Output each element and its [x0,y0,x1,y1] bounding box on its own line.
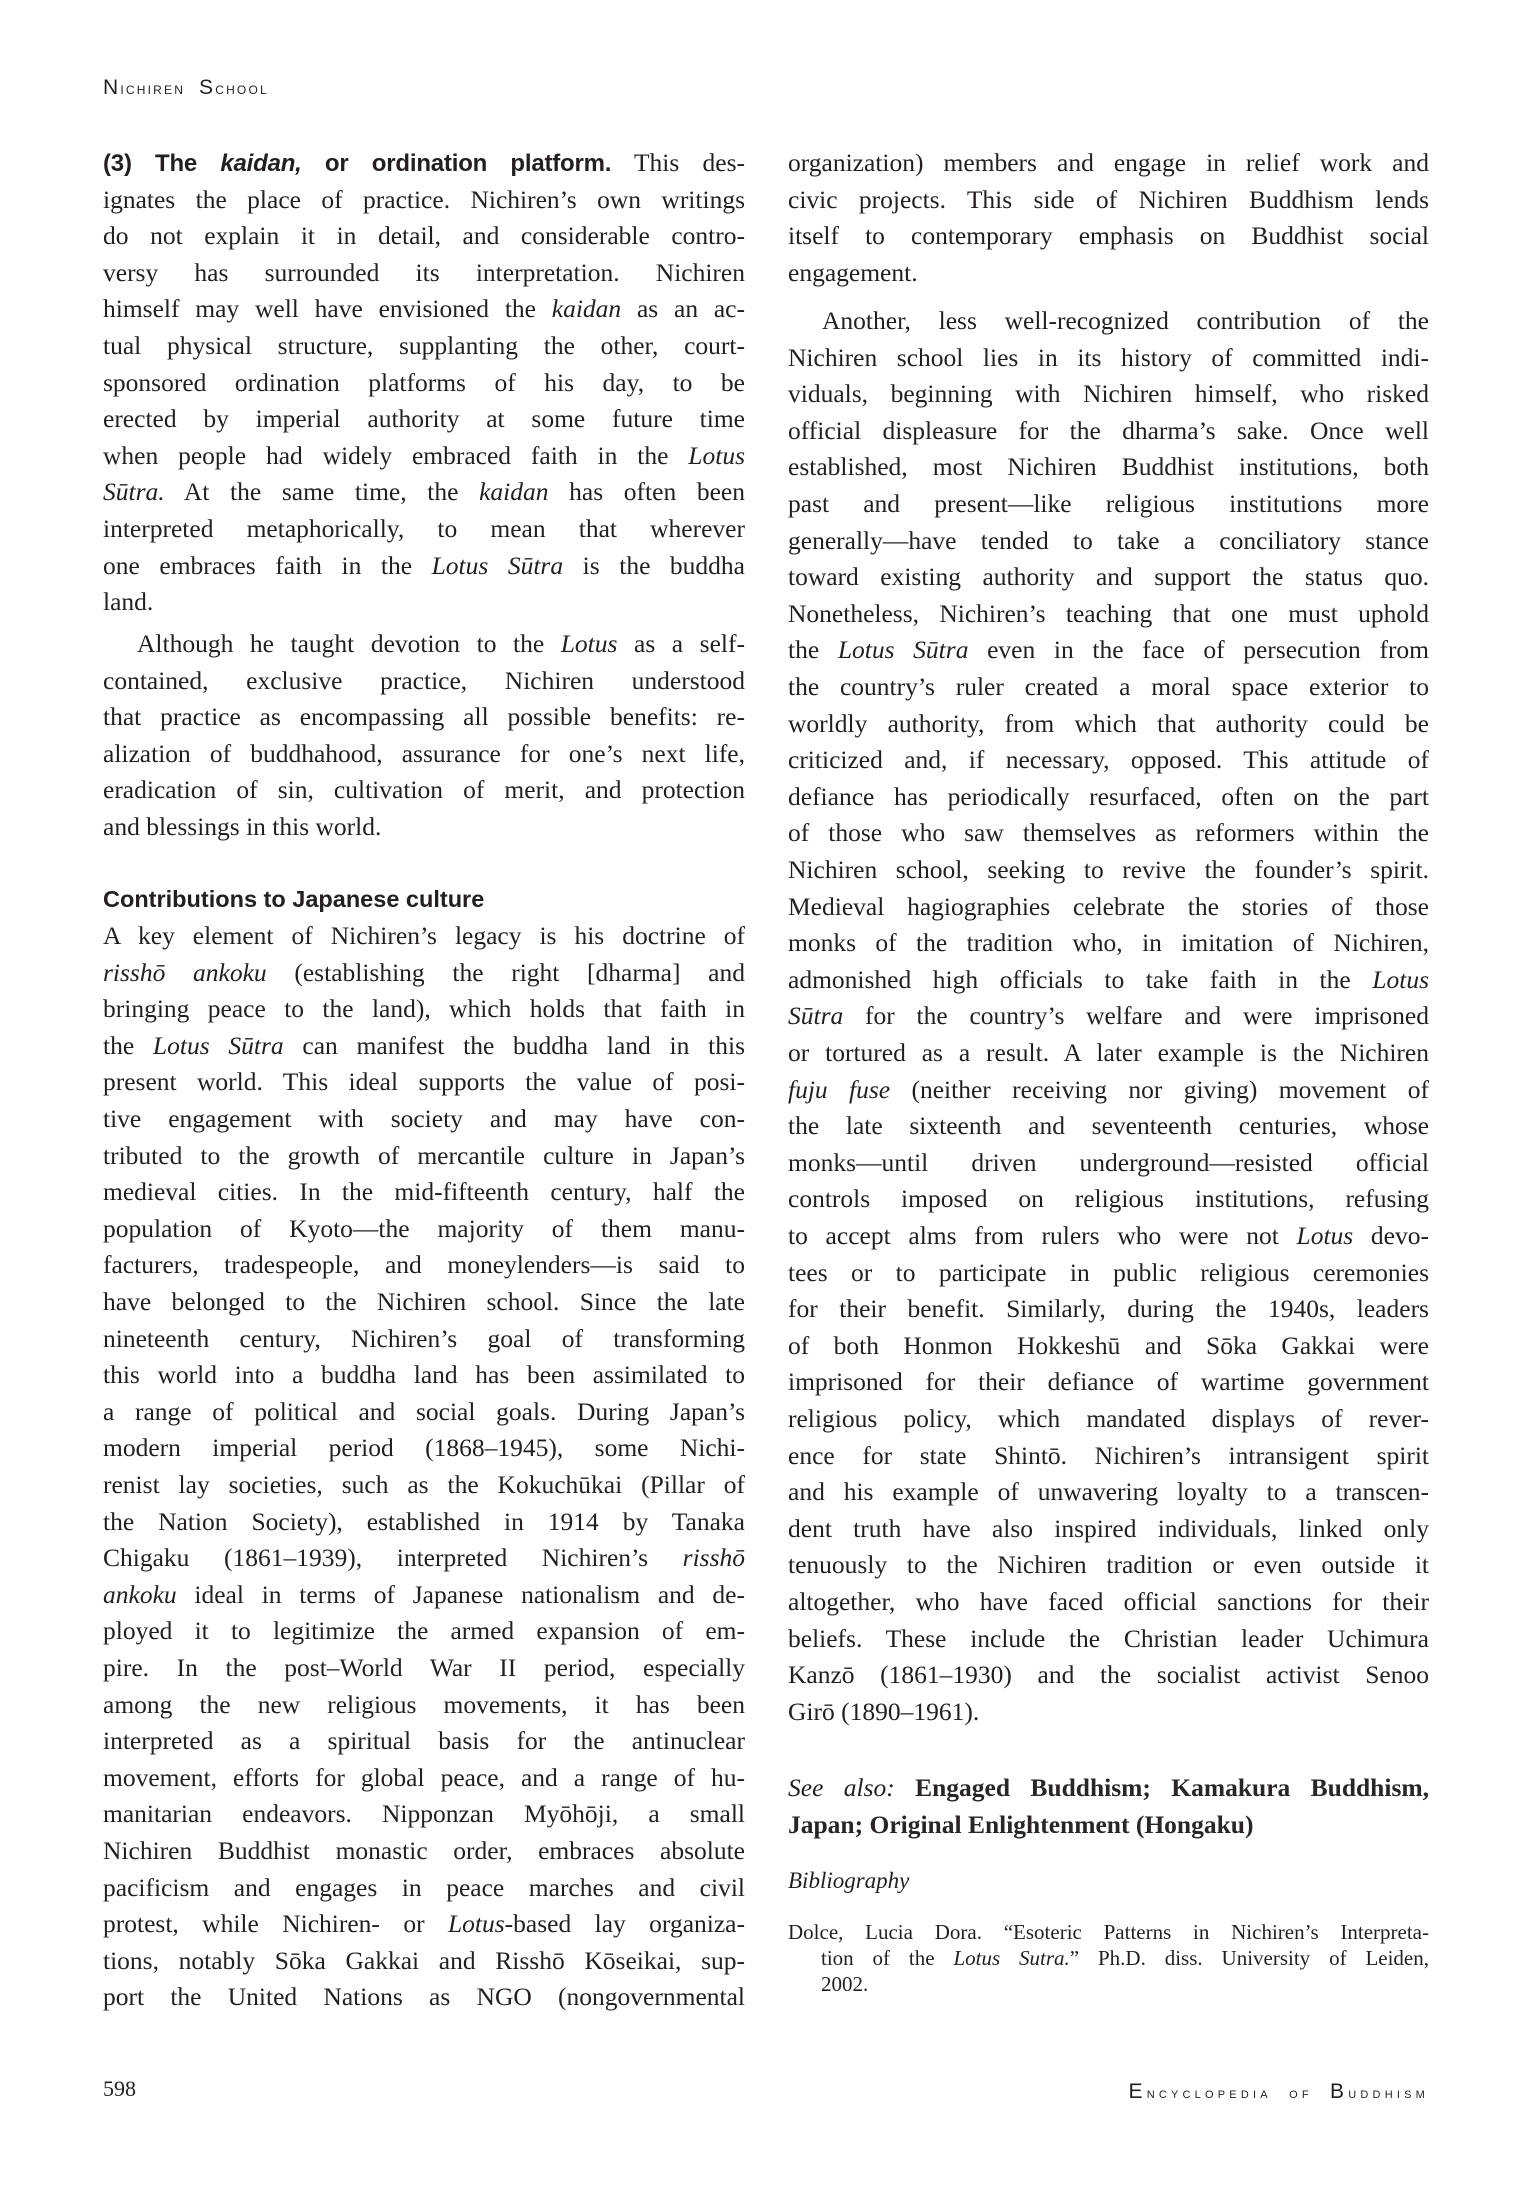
text-line [788,1221,1429,1251]
text-line [103,739,745,769]
text-run: Dolce, Lucia Dora. “Esoteric Patterns in Nichiren’s Interpreta- [788,1920,1429,1944]
text-line [788,1477,1429,1507]
text-line [788,599,1429,629]
text-run: official displeasure for the dharma’s sake. Once well [788,415,1429,445]
text-run: Nichiren school lies in its history of committed indi- [788,342,1429,372]
text-line [103,441,745,471]
text-line [788,1587,1429,1617]
text-run: interpreted as a spiritual basis for the antinuclear [103,1726,745,1756]
text-run: tenuously to the Nichiren tradition or even outside it [788,1550,1429,1580]
running-head-cap: S [198,76,216,99]
text-run: beliefs. These include the Christian leader Uchimura [788,1623,1429,1653]
text-run: port the United Nations as NGO (nongovernmental [103,1982,745,2012]
text-line [788,562,1429,592]
text-run: tees or to participate in public religious ceremonies [788,1257,1429,1287]
text-run: this world into a buddha land has been assimilated to [103,1360,745,1390]
text-line [788,258,1429,288]
italic-text: Lotus [1296,1221,1354,1250]
text-line [103,514,745,544]
text-line [788,1697,1429,1727]
text-run: This des- [611,148,745,177]
text-line [103,1836,745,1866]
text-run: among the new religious movements, it has been [103,1689,745,1719]
running-head-rest: ichiren [120,79,186,98]
text-line [788,1404,1429,1434]
text-run: to accept alms from rulers who were not [788,1221,1297,1250]
text-run: pacificism and engages in peace marches and civil [103,1872,745,1902]
text-run: (establishing the right [dharma] and [266,957,745,987]
text-line [103,1763,745,1793]
text-line [103,404,745,434]
italic-text: Lotus Sūtra [431,550,564,580]
text-line [788,1294,1429,1324]
text-line [103,1690,745,1720]
text-line [103,1616,745,1646]
text-line [103,368,745,398]
text-run: established, most Nichiren Buddhist institutions, both [788,452,1429,482]
text-run: that practice as encompassing all possible benefits: re- [103,702,745,732]
text-line [103,1287,745,1317]
text-line [788,1038,1429,1068]
text-line [103,666,745,696]
italic-text: kaidan [479,477,549,507]
italic-text: risshō ankoku [103,957,267,987]
text-run: generally—have tended to take a conciliatory stance [788,525,1429,555]
text-run: monks of the tradition who, in imitation of Nichiren, [788,928,1429,958]
text-line [103,1909,745,1939]
text-run: civic projects. This side of Nichiren Buddhism lends [788,184,1429,214]
text-line [788,1660,1429,1690]
cross-reference-link[interactable]: Japan; Original Enlightenment (Hongaku) [788,1809,1254,1839]
book-title-word: of [1289,2085,1313,2102]
text-run: imprisoned for their defiance of wartime government [788,1367,1429,1397]
text-run: tive engagement with society and may have con- [103,1104,745,1133]
italic-text: Lotus Sūtra [152,1030,284,1060]
text-run: sponsored ordination platforms of his day, to be [103,367,745,397]
text-run: as an ac- [621,294,745,324]
text-line [788,1001,1429,1031]
text-run: facturers, tradespeople, and moneylenders—is said to [103,1250,745,1280]
text-run: the [103,1030,153,1060]
text-line [788,1075,1429,1105]
italic-text: Lotus [447,1909,505,1939]
text-line [103,477,745,507]
text-line [103,185,745,215]
text-run: dent truth have also inspired individuals, linked only [788,1513,1429,1543]
text-line [103,1653,745,1683]
text-run: viduals, beginning with Nichiren himself, who risked [788,379,1429,409]
running-head-word [198,76,269,99]
text-run: the country’s ruler created a moral space exterior to [788,672,1429,701]
text-run: Chigaku (1861–1939), interpreted Nichiren’s [103,1543,683,1573]
text-run: when people had widely embraced faith in the [103,440,689,470]
text-line [103,629,745,659]
text-line [103,1031,745,1061]
text-line [103,958,745,988]
book-title-cap: E [1128,2080,1147,2103]
text-line [788,1367,1429,1397]
text-line [103,1067,745,1097]
text-run: is the buddha [563,550,746,580]
book-title-cap: B [1330,2080,1349,2103]
text-line [788,928,1429,958]
text-run: himself may well have envisioned the [103,294,552,324]
italic-text: Lotus [1372,964,1429,994]
text-line [103,1470,745,1500]
text-line [103,1250,745,1280]
italic-text: fuju fuse [788,1074,891,1104]
text-run: and his example of unwavering loyalty to a transcen- [788,1477,1429,1507]
text-line [788,818,1429,848]
text-run: of those who saw themselves as reformers within the [788,818,1429,848]
text-run: the late sixteenth and seventeenth centuries, whose [788,1111,1429,1141]
text-line [103,148,745,179]
italic-text: Sūtra [788,1001,844,1031]
text-run: tributed to the growth of mercantile culture in Japan’s [103,1140,745,1170]
text-run: protest, while Nichiren- or [103,1909,448,1939]
text-run: religious policy, which mandated displays of rever- [788,1404,1429,1433]
text-run: tion of the [821,1946,954,1971]
text-run: erected by imperial authority at some future time [103,404,745,434]
text-run: or tortured as a result. A later example is the Nichiren [788,1038,1429,1067]
text-run: -based lay organiza- [504,1909,745,1939]
text-line [788,221,1429,251]
text-run: of both Honmon Hokkeshū and Sōka Gakkai were [788,1330,1429,1360]
text-line [103,221,745,251]
text-run: alization of buddhahood, assurance for one’s next life, [103,738,745,768]
text-line [103,812,745,842]
text-line [788,526,1429,556]
text-run: At the same time, the [164,477,480,507]
text-line [103,775,745,805]
section-heading: Contributions to Japanese culture [103,886,485,912]
text-line [103,1214,745,1244]
text-run: toward existing authority and support the status quo. [788,562,1429,592]
text-line [103,1873,745,1903]
text-run: modern imperial period (1868–1945), some Nichi- [103,1433,745,1463]
italic-text: Lotus Sutra. [953,1946,1070,1971]
text-run: Girō (1890–1961). [788,1696,980,1726]
text-line [788,1550,1429,1580]
text-run: contained, exclusive practice, Nichiren understood [103,665,745,695]
text-run: as a self- [617,629,745,658]
text-run: tions, notably Sōka Gakkai and Risshō Kōseikai, sup- [103,1945,745,1975]
text-line [103,1799,745,1829]
text-line [788,1810,1429,1840]
text-line [788,1971,1429,1997]
text-run: monks—until driven underground—resisted official [788,1147,1429,1177]
text-run: bringing peace to the land), which holds that faith in [103,994,745,1024]
text-run: Medieval hagiographies celebrate the stories of those [788,891,1429,921]
running-head-word [103,76,186,99]
text-run: engagement. [788,257,918,287]
text-line [103,994,745,1024]
text-run: Nonetheless, Nichiren’s teaching that one must uphold [788,598,1429,628]
text-line [103,1360,745,1390]
text-line [788,1514,1429,1544]
text-run: population of Kyoto—the majority of them manu- [103,1213,745,1243]
text-line [103,331,745,361]
text-run: admonished high officials to take faith in the [788,964,1373,994]
text-line [103,1433,745,1463]
running-head-cap: N [103,76,121,99]
text-run: for their benefit. Similarly, during the 1940s, leaders [788,1294,1429,1324]
text-line [103,921,745,951]
text-run: for the country’s welfare and were imprisoned [843,1001,1429,1031]
text-run: 2002. [821,1972,869,1997]
bibliography-heading: Bibliography [788,1868,910,1893]
italic-text: kaidan, [220,150,302,177]
text-run: movement, efforts for global peace, and a range of hu- [103,1762,745,1792]
book-title-word: ncyclopedia [1146,2085,1272,2102]
text-run: present world. This ideal supports the value of posi- [103,1067,745,1097]
text-line [103,1141,745,1171]
text-line [103,1580,745,1610]
text-line [788,1773,1429,1803]
text-line [103,1726,745,1756]
text-run: (neither receiving nor giving) movement of [890,1074,1429,1104]
text-run: ployed it to legitimize the armed expansion of em- [103,1616,745,1646]
text-run: can manifest the buddha land in this [283,1030,745,1060]
text-line [103,551,745,581]
text-run: ” Ph.D. diss. University of Leiden, [1069,1946,1429,1971]
text-run: has often been [548,477,745,507]
page-number: 598 [103,2076,136,2101]
text-line [788,709,1429,739]
text-run: the Nation Society), established in 1914 by Tanaka [103,1506,745,1536]
run-in-heading: or ordination platform. [301,150,612,177]
text-line [103,587,745,617]
text-line [788,965,1429,995]
text-line [103,1177,745,1207]
text-run: pire. In the post–World War II period, especially [103,1653,745,1682]
text-line [788,1111,1429,1141]
text-line [788,1945,1429,1971]
book-title-word: uddhism [1348,2085,1429,2102]
text-line [103,258,745,288]
text-line [788,1148,1429,1178]
text-run: manitarian endeavors. Nipponzan Myōhōji, a small [103,1799,745,1829]
text-line [788,892,1429,922]
text-run: have belonged to the Nichiren school. Since the late [103,1287,745,1316]
text-line [788,148,1429,178]
text-run: eradication of sin, cultivation of merit, and protection [103,775,745,805]
text-run: criticized and, if necessary, opposed. This attitude of [788,745,1429,775]
text-run: Although he taught devotion to the [137,629,561,658]
text-run: organization) members and engage in relief work and [788,148,1429,177]
italic-text: ankoku [103,1579,177,1609]
italic-text: risshō [682,1543,745,1573]
text-run: medieval cities. In the mid-fifteenth century, half the [103,1177,745,1207]
text-run: tual physical structure, supplanting the other, court- [103,331,745,360]
text-line [103,1324,745,1354]
text-line [788,379,1429,409]
text-run: worldly authority, from which that authority could be [788,708,1429,738]
run-in-heading: (3) The [103,150,221,177]
text-run: Another, less well-recognized contribution of the [822,306,1429,335]
text-run: ence for state Shintō. Nichiren’s intransigent spirit [788,1440,1429,1470]
text-line [788,635,1429,665]
running-head-rest: chool [215,79,269,98]
text-line [788,1441,1429,1471]
text-line [103,1946,745,1976]
text-line [103,1507,745,1537]
text-run: A key element of Nichiren’s legacy is his doctrine of [103,921,745,950]
text-run: nineteenth century, Nichiren’s goal of transforming [103,1323,745,1353]
text-run: the [788,635,838,665]
text-line [103,294,745,324]
italic-text: Sūtra. [103,477,165,507]
text-line [788,452,1429,482]
text-line [788,745,1429,775]
text-run: interpreted metaphorically, to mean that wherever [103,514,745,543]
text-line [788,489,1429,519]
text-line [103,1397,745,1427]
text-line [788,672,1429,702]
text-line [788,1331,1429,1361]
text-run: altogether, who have faced official sanctions for their [788,1587,1429,1616]
cross-reference-link[interactable]: Engaged Buddhism; Kamakura Buddhism, [894,1773,1429,1802]
text-run: renist lay societies, such as the Kokuchūkai (Pillar of [103,1470,745,1499]
italic-text: Lotus Sūtra [837,635,969,665]
text-run: defiance has periodically resurfaced, often on the part [788,781,1429,811]
italic-text: kaidan [551,294,622,324]
text-run: devo- [1353,1221,1429,1250]
text-line [788,343,1429,373]
running-head [103,76,269,100]
text-run: and blessings in this world. [103,812,382,841]
text-run: itself to contemporary emphasis on Buddhist social [788,221,1429,251]
text-run: past and present—like religious institutions more [788,489,1429,518]
text-run: do not explain it in detail, and considerable contro- [103,221,745,251]
book-title-footer [1128,2080,1429,2104]
text-run: versy has surrounded its interpretation. Nichiren [103,257,745,287]
text-line [103,1982,745,2012]
text-line [788,306,1429,336]
text-run: Nichiren Buddhist monastic order, embraces absolute [103,1836,745,1865]
text-run: controls imposed on religious institutions, refusing [788,1184,1429,1214]
italic-text: Lotus [560,629,618,658]
italic-text: See also: [788,1773,895,1802]
text-line [788,855,1429,885]
text-run: ignates the place of practice. Nichiren’s own writings [103,184,745,214]
text-line [788,1624,1429,1654]
text-run: Kanzō (1861–1930) and the socialist activist Senoo [788,1660,1429,1690]
text-run: even in the face of persecution from [968,635,1430,665]
text-line [103,1543,745,1573]
text-line [788,1184,1429,1214]
text-line [103,702,745,732]
text-line [103,1104,745,1134]
text-run: land. [103,587,154,617]
text-run: one embraces faith in the [103,550,432,580]
text-run: Nichiren school, seeking to revive the founder’s spirit. [788,855,1429,884]
text-line [788,1258,1429,1288]
text-run: a range of political and social goals. During Japan’s [103,1396,745,1426]
text-line [788,1919,1429,1945]
italic-text: Lotus [688,440,745,470]
text-line [788,416,1429,446]
text-run: ideal in terms of Japanese nationalism and de- [176,1579,745,1609]
text-line [788,782,1429,812]
text-line [788,185,1429,215]
